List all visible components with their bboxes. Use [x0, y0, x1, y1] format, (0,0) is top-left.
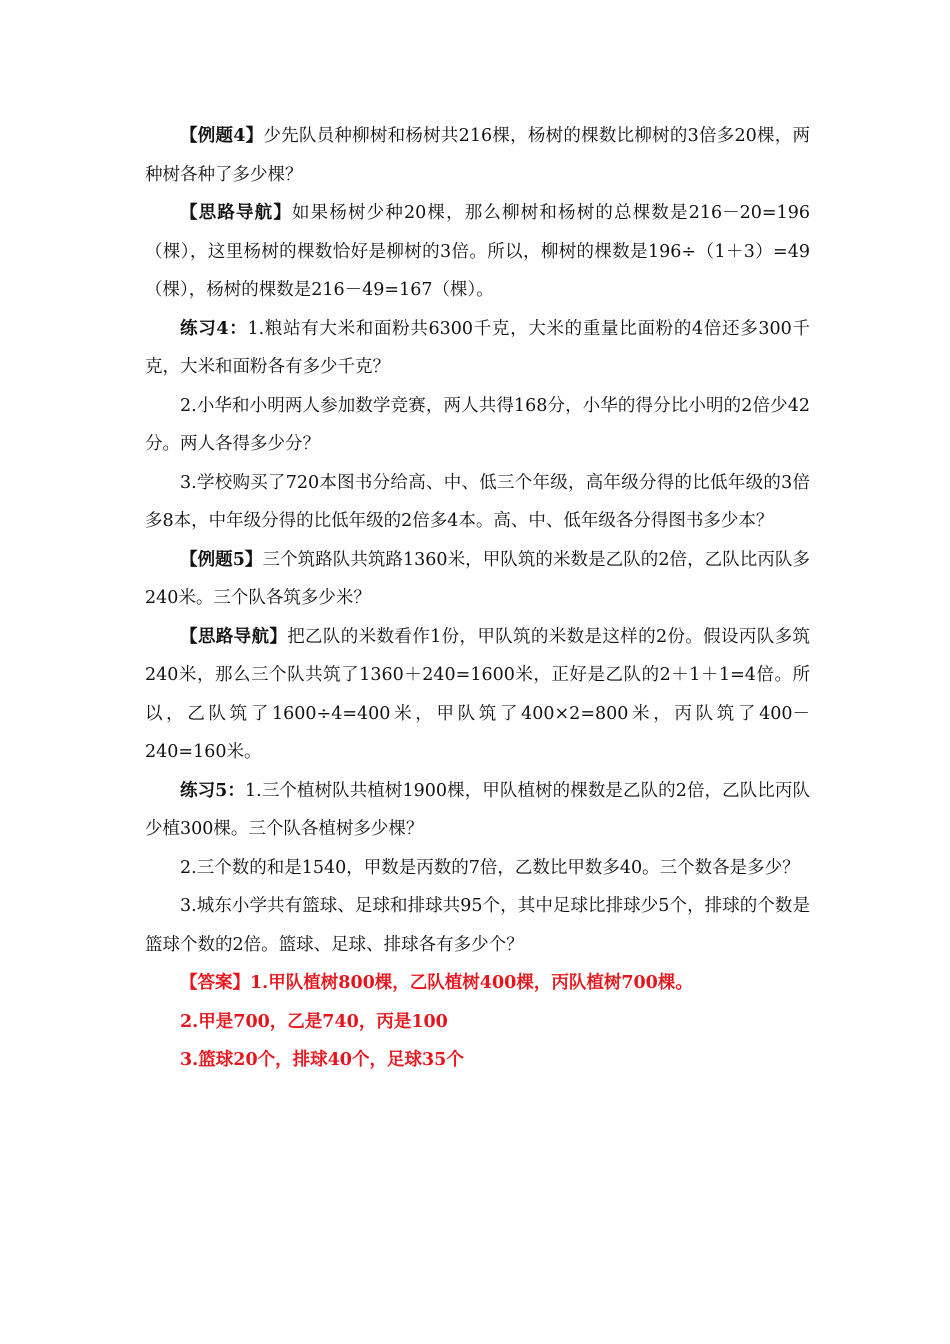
answer-item-1 — [145, 964, 810, 1003]
answer-item-3 — [145, 1041, 810, 1080]
answer-text-3: 3.篮球20个，排球40个，足球35个 — [180, 1050, 464, 1070]
practice-4-text-2: 2.小华和小明两人参加数学竞赛，两人共得168分，小华的得分比小明的2倍少42分。两人各得多少分？ — [145, 395, 810, 454]
practice-5-label: 练习5： — [180, 780, 246, 801]
answer-text-1: 1.甲队植树800棵，乙队植树400棵，丙队植树700棵。 — [250, 973, 693, 993]
example-5-text: 三个筑路队共筑路1360米，甲队筑的米数是乙队的2倍，乙队比丙队多240米。三个队各筑多少米？ — [145, 549, 810, 608]
practice-5-item-2 — [145, 849, 810, 888]
example-4 — [145, 117, 810, 194]
guide-4 — [145, 194, 810, 310]
guide-5 — [145, 618, 810, 772]
practice-5-text-2: 2.三个数的和是1540，甲数是丙数的7倍，乙数比甲数多40。三个数各是多少？ — [180, 857, 800, 878]
document-content — [145, 117, 810, 1080]
example-4-label: 【例题4】 — [180, 126, 264, 146]
practice-5-text-3: 3.城东小学共有篮球、足球和排球共95个，其中足球比排球少5个，排球的个数是篮球个数的2倍。篮球、足球、排球各有多少个？ — [145, 896, 810, 955]
guide-4-label: 【思路导航】 — [180, 203, 292, 223]
practice-4-item-3 — [145, 464, 810, 541]
guide-5-text: 把乙队的米数看作1份，甲队筑的米数是这样的2份。假设丙队多筑240米，那么三个队共筑了1360＋240=1600米，正好是乙队的2＋1＋1=4倍。所以，乙队筑了1600÷4=400米，甲队筑了400×2=800米，丙队筑了400－240=160米。 — [145, 626, 810, 762]
practice-5-text-1: 1.三个植树队共植树1900棵，甲队植树的棵数是乙队的2倍，乙队比丙队少植300棵。三个队各植树多少棵？ — [145, 780, 810, 839]
example-4-text: 少先队员种柳树和杨树共216棵，杨树的棵数比柳树的3倍多20棵，两种树各种了多少棵？ — [145, 126, 810, 185]
practice-4-text-3: 3.学校购买了720本图书分给高、中、低三个年级，高年级分得的比低年级的3倍多8本，中年级分得的比低年级的2倍多4本。高、中、低年级各分得图书多少本？ — [145, 472, 810, 531]
practice-5-item-3 — [145, 887, 810, 964]
answer-label: 【答案】 — [180, 973, 250, 993]
guide-4-text: 如果杨树少种20棵，那么柳树和杨树的总棵数是216－20=196（棵），这里杨树的棵数恰好是柳树的3倍。所以，柳树的棵数是196÷（1＋3）=49（棵），杨树的棵数是216－49=167（棵）。 — [145, 203, 810, 300]
practice-4-label: 练习4： — [180, 318, 248, 339]
example-5-label: 【例题5】 — [180, 549, 263, 570]
example-5 — [145, 541, 810, 618]
answer-item-2 — [145, 1003, 810, 1042]
practice-5-item-1 — [145, 772, 810, 849]
practice-4-item-1 — [145, 310, 810, 387]
practice-4-text-1: 1.粮站有大米和面粉共6300千克，大米的重量比面粉的4倍还多300千克，大米和面粉各有多少千克？ — [145, 318, 810, 377]
practice-4-item-2 — [145, 387, 810, 464]
guide-5-label: 【思路导航】 — [180, 626, 288, 647]
answer-text-2: 2.甲是700，乙是740，丙是100 — [180, 1011, 448, 1032]
